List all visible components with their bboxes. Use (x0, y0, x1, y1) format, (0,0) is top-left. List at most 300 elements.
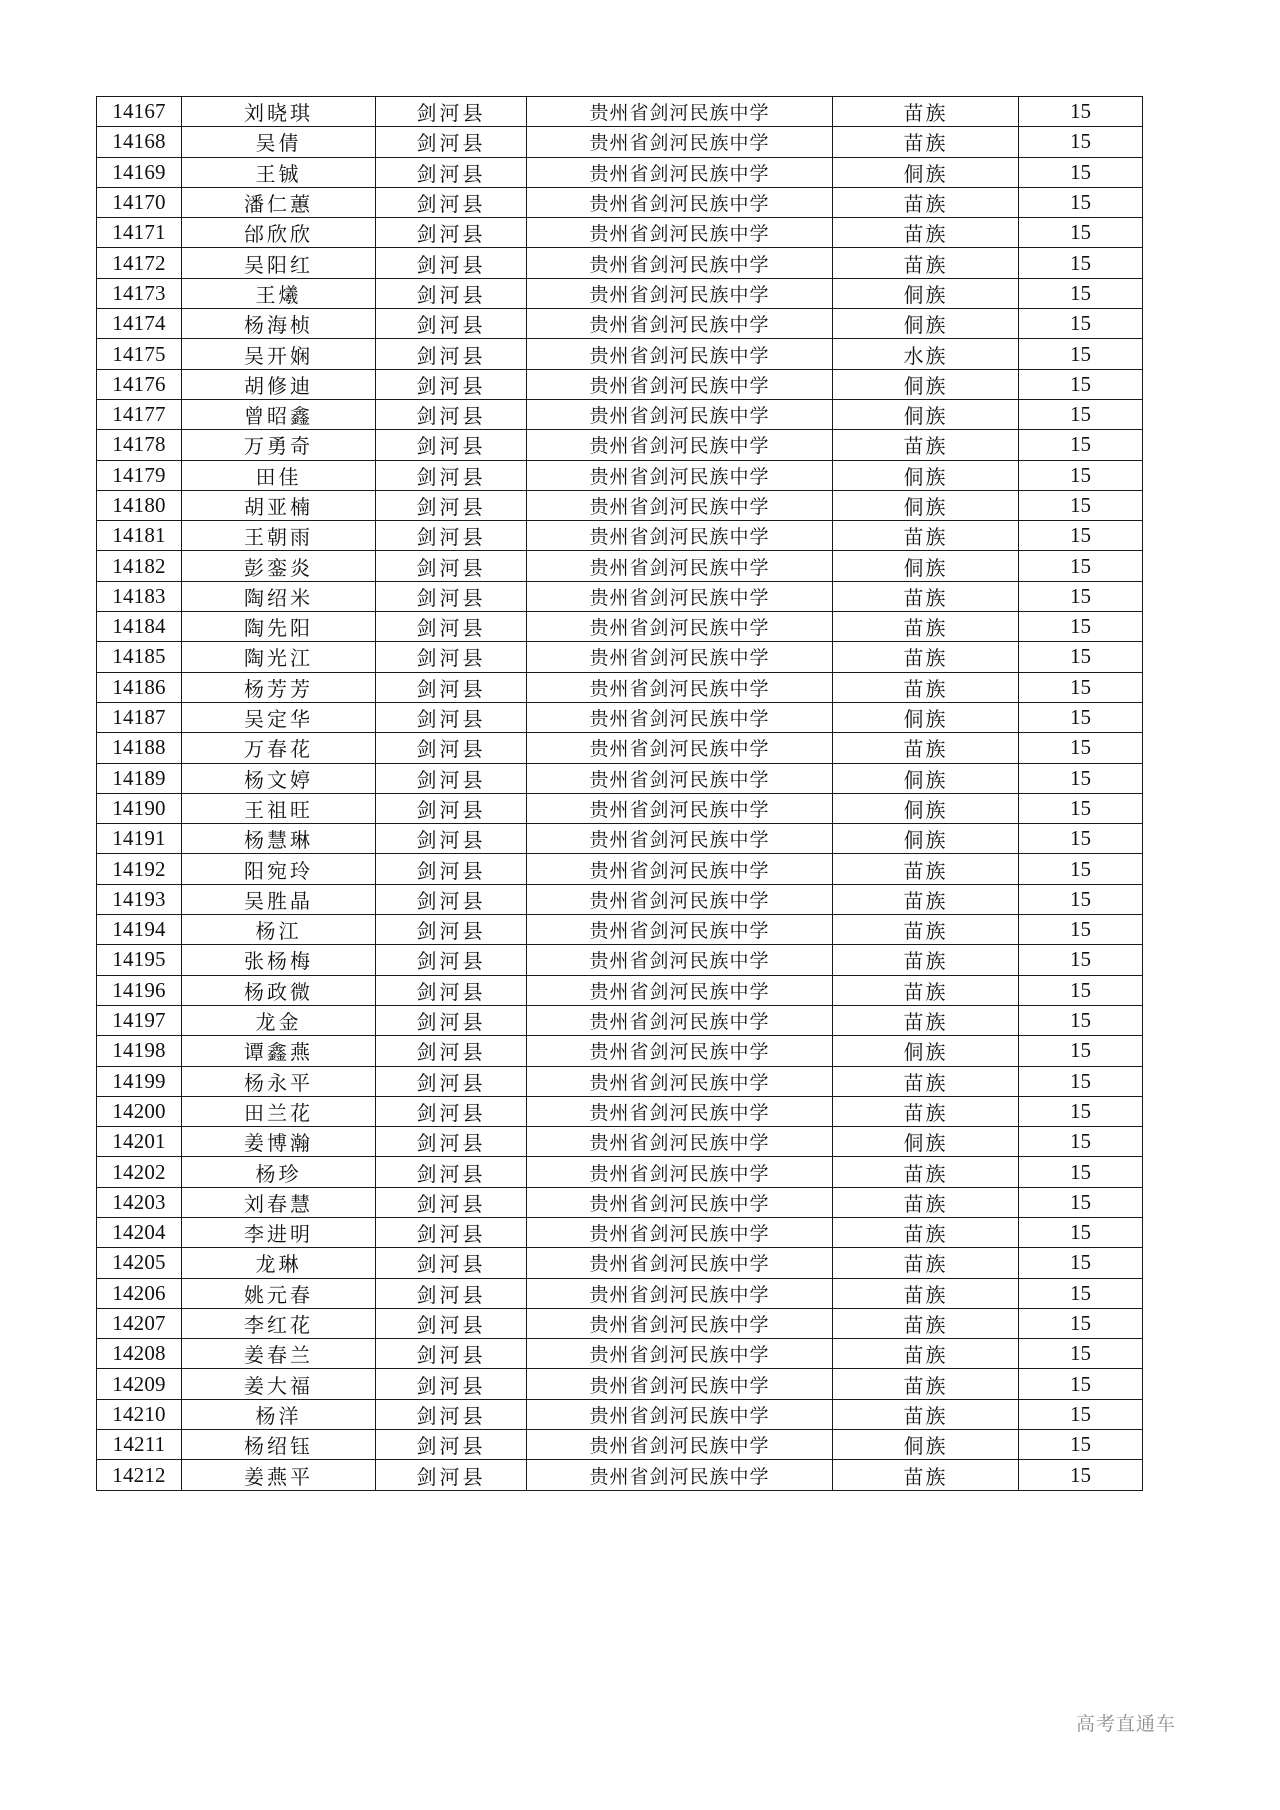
row-school: 贵州省剑河民族中学 (527, 309, 833, 339)
table-row (97, 127, 1143, 157)
row-school: 贵州省剑河民族中学 (527, 1036, 833, 1066)
row-id: 14189 (97, 763, 182, 793)
row-ethnicity: 苗族 (833, 945, 1019, 975)
row-county: 剑河县 (376, 1369, 527, 1399)
table-row (97, 854, 1143, 884)
row-county: 剑河县 (376, 97, 527, 127)
table-row (97, 642, 1143, 672)
row-county: 剑河县 (376, 945, 527, 975)
row-name: 万勇奇 (182, 430, 376, 460)
row-score: 15 (1019, 1399, 1143, 1429)
row-id: 14195 (97, 945, 182, 975)
row-name: 李进明 (182, 1217, 376, 1247)
row-name: 杨洋 (182, 1399, 376, 1429)
row-county: 剑河县 (376, 309, 527, 339)
row-ethnicity: 侗族 (833, 1127, 1019, 1157)
table-row (97, 369, 1143, 399)
table-row (97, 1217, 1143, 1247)
row-county: 剑河县 (376, 218, 527, 248)
row-school: 贵州省剑河民族中学 (527, 339, 833, 369)
row-score: 15 (1019, 218, 1143, 248)
row-school: 贵州省剑河民族中学 (527, 642, 833, 672)
row-id: 14171 (97, 218, 182, 248)
row-score: 15 (1019, 490, 1143, 520)
row-county: 剑河县 (376, 581, 527, 611)
row-name: 姜燕平 (182, 1460, 376, 1490)
row-name: 杨永平 (182, 1066, 376, 1096)
row-score: 15 (1019, 581, 1143, 611)
row-ethnicity: 侗族 (833, 460, 1019, 490)
row-county: 剑河县 (376, 854, 527, 884)
row-school: 贵州省剑河民族中学 (527, 218, 833, 248)
table-row (97, 1399, 1143, 1429)
row-county: 剑河县 (376, 157, 527, 187)
row-county: 剑河县 (376, 460, 527, 490)
row-ethnicity: 苗族 (833, 430, 1019, 460)
row-id: 14210 (97, 1399, 182, 1429)
table-row (97, 460, 1143, 490)
row-school: 贵州省剑河民族中学 (527, 490, 833, 520)
row-id: 14199 (97, 1066, 182, 1096)
row-county: 剑河县 (376, 763, 527, 793)
row-score: 15 (1019, 460, 1143, 490)
row-score: 15 (1019, 157, 1143, 187)
row-name: 阳宛玲 (182, 854, 376, 884)
row-county: 剑河县 (376, 1187, 527, 1217)
table-row (97, 1096, 1143, 1126)
table-row (97, 1127, 1143, 1157)
table-row (97, 1066, 1143, 1096)
row-id: 14188 (97, 733, 182, 763)
row-id: 14182 (97, 551, 182, 581)
roster-table-container (96, 96, 1142, 1491)
row-county: 剑河县 (376, 521, 527, 551)
table-row (97, 1308, 1143, 1338)
row-score: 15 (1019, 1339, 1143, 1369)
row-name: 万春花 (182, 733, 376, 763)
row-id: 14207 (97, 1308, 182, 1338)
row-school: 贵州省剑河民族中学 (527, 430, 833, 460)
row-school: 贵州省剑河民族中学 (527, 399, 833, 429)
row-county: 剑河县 (376, 278, 527, 308)
row-name: 刘春慧 (182, 1187, 376, 1217)
row-score: 15 (1019, 1460, 1143, 1490)
row-score: 15 (1019, 975, 1143, 1005)
row-id: 14173 (97, 278, 182, 308)
table-row (97, 1339, 1143, 1369)
row-ethnicity: 苗族 (833, 884, 1019, 914)
row-name: 邰欣欣 (182, 218, 376, 248)
table-row (97, 309, 1143, 339)
row-county: 剑河县 (376, 399, 527, 429)
row-name: 王铖 (182, 157, 376, 187)
row-name: 杨政微 (182, 975, 376, 1005)
row-score: 15 (1019, 399, 1143, 429)
row-ethnicity: 苗族 (833, 1005, 1019, 1035)
row-id: 14179 (97, 460, 182, 490)
row-name: 吴开娴 (182, 339, 376, 369)
row-school: 贵州省剑河民族中学 (527, 915, 833, 945)
row-score: 15 (1019, 1096, 1143, 1126)
row-id: 14170 (97, 187, 182, 217)
row-ethnicity: 侗族 (833, 369, 1019, 399)
row-name: 杨绍钰 (182, 1430, 376, 1460)
row-county: 剑河县 (376, 490, 527, 520)
row-ethnicity: 苗族 (833, 1187, 1019, 1217)
table-row (97, 218, 1143, 248)
row-school: 贵州省剑河民族中学 (527, 551, 833, 581)
row-score: 15 (1019, 1127, 1143, 1157)
row-score: 15 (1019, 733, 1143, 763)
row-county: 剑河县 (376, 1339, 527, 1369)
row-ethnicity: 苗族 (833, 733, 1019, 763)
row-ethnicity: 苗族 (833, 1157, 1019, 1187)
row-county: 剑河县 (376, 702, 527, 732)
row-name: 吴倩 (182, 127, 376, 157)
row-id: 14175 (97, 339, 182, 369)
row-name: 姜春兰 (182, 1339, 376, 1369)
row-school: 贵州省剑河民族中学 (527, 248, 833, 278)
row-school: 贵州省剑河民族中学 (527, 1430, 833, 1460)
row-id: 14169 (97, 157, 182, 187)
row-score: 15 (1019, 1308, 1143, 1338)
row-ethnicity: 苗族 (833, 1369, 1019, 1399)
row-score: 15 (1019, 824, 1143, 854)
row-school: 贵州省剑河民族中学 (527, 1005, 833, 1035)
row-name: 李红花 (182, 1308, 376, 1338)
row-ethnicity: 侗族 (833, 763, 1019, 793)
row-score: 15 (1019, 1278, 1143, 1308)
table-row (97, 884, 1143, 914)
table-row (97, 97, 1143, 127)
table-row (97, 824, 1143, 854)
row-score: 15 (1019, 854, 1143, 884)
row-school: 贵州省剑河民族中学 (527, 157, 833, 187)
row-id: 14174 (97, 309, 182, 339)
row-id: 14209 (97, 1369, 182, 1399)
row-school: 贵州省剑河民族中学 (527, 733, 833, 763)
row-id: 14168 (97, 127, 182, 157)
row-id: 14184 (97, 612, 182, 642)
row-school: 贵州省剑河民族中学 (527, 1127, 833, 1157)
row-county: 剑河县 (376, 248, 527, 278)
row-name: 姜博瀚 (182, 1127, 376, 1157)
row-score: 15 (1019, 612, 1143, 642)
candidate-roster-table (96, 96, 1143, 1491)
table-row (97, 581, 1143, 611)
row-id: 14192 (97, 854, 182, 884)
row-score: 15 (1019, 1430, 1143, 1460)
row-name: 姚元春 (182, 1278, 376, 1308)
row-id: 14186 (97, 672, 182, 702)
table-row (97, 763, 1143, 793)
row-ethnicity: 侗族 (833, 157, 1019, 187)
row-school: 贵州省剑河民族中学 (527, 278, 833, 308)
row-score: 15 (1019, 187, 1143, 217)
table-row (97, 1278, 1143, 1308)
table-row (97, 975, 1143, 1005)
row-ethnicity: 苗族 (833, 1308, 1019, 1338)
row-ethnicity: 侗族 (833, 490, 1019, 520)
row-school: 贵州省剑河民族中学 (527, 612, 833, 642)
row-ethnicity: 侗族 (833, 278, 1019, 308)
table-row (97, 1036, 1143, 1066)
row-name: 刘晓琪 (182, 97, 376, 127)
row-county: 剑河县 (376, 672, 527, 702)
row-school: 贵州省剑河民族中学 (527, 1248, 833, 1278)
row-county: 剑河县 (376, 187, 527, 217)
row-id: 14198 (97, 1036, 182, 1066)
row-score: 15 (1019, 248, 1143, 278)
row-id: 14180 (97, 490, 182, 520)
row-id: 14181 (97, 521, 182, 551)
row-id: 14203 (97, 1187, 182, 1217)
row-ethnicity: 苗族 (833, 1399, 1019, 1429)
row-id: 14201 (97, 1127, 182, 1157)
row-id: 14177 (97, 399, 182, 429)
table-row (97, 793, 1143, 823)
row-county: 剑河县 (376, 369, 527, 399)
row-school: 贵州省剑河民族中学 (527, 127, 833, 157)
row-name: 张杨梅 (182, 945, 376, 975)
row-id: 14196 (97, 975, 182, 1005)
row-ethnicity: 苗族 (833, 521, 1019, 551)
row-ethnicity: 苗族 (833, 1096, 1019, 1126)
row-ethnicity: 侗族 (833, 824, 1019, 854)
table-row (97, 278, 1143, 308)
row-name: 杨海桢 (182, 309, 376, 339)
row-ethnicity: 侗族 (833, 702, 1019, 732)
row-school: 贵州省剑河民族中学 (527, 187, 833, 217)
row-school: 贵州省剑河民族中学 (527, 1187, 833, 1217)
row-county: 剑河县 (376, 1036, 527, 1066)
row-county: 剑河县 (376, 793, 527, 823)
table-row (97, 1430, 1143, 1460)
row-school: 贵州省剑河民族中学 (527, 1399, 833, 1429)
row-id: 14167 (97, 97, 182, 127)
table-row (97, 672, 1143, 702)
row-score: 15 (1019, 1157, 1143, 1187)
row-county: 剑河县 (376, 1066, 527, 1096)
row-ethnicity: 水族 (833, 339, 1019, 369)
row-name: 曾昭鑫 (182, 399, 376, 429)
row-score: 15 (1019, 763, 1143, 793)
row-name: 杨芳芳 (182, 672, 376, 702)
row-id: 14194 (97, 915, 182, 945)
table-row (97, 157, 1143, 187)
row-id: 14193 (97, 884, 182, 914)
table-row (97, 1460, 1143, 1490)
row-county: 剑河县 (376, 1248, 527, 1278)
table-row (97, 551, 1143, 581)
table-row (97, 521, 1143, 551)
row-score: 15 (1019, 521, 1143, 551)
row-school: 贵州省剑河民族中学 (527, 824, 833, 854)
row-id: 14185 (97, 642, 182, 672)
row-score: 15 (1019, 369, 1143, 399)
row-name: 吴定华 (182, 702, 376, 732)
row-school: 贵州省剑河民族中学 (527, 1217, 833, 1247)
row-school: 贵州省剑河民族中学 (527, 763, 833, 793)
row-score: 15 (1019, 642, 1143, 672)
table-row (97, 1157, 1143, 1187)
row-score: 15 (1019, 1248, 1143, 1278)
row-ethnicity: 侗族 (833, 309, 1019, 339)
row-id: 14176 (97, 369, 182, 399)
row-score: 15 (1019, 884, 1143, 914)
row-ethnicity: 苗族 (833, 672, 1019, 702)
row-school: 贵州省剑河民族中学 (527, 97, 833, 127)
table-row (97, 339, 1143, 369)
row-name: 潘仁蕙 (182, 187, 376, 217)
row-score: 15 (1019, 793, 1143, 823)
row-ethnicity: 苗族 (833, 1339, 1019, 1369)
row-name: 陶绍米 (182, 581, 376, 611)
table-row (97, 248, 1143, 278)
row-name: 陶光江 (182, 642, 376, 672)
row-score: 15 (1019, 97, 1143, 127)
row-county: 剑河县 (376, 551, 527, 581)
row-name: 胡亚楠 (182, 490, 376, 520)
row-name: 王爔 (182, 278, 376, 308)
row-county: 剑河县 (376, 1005, 527, 1035)
row-county: 剑河县 (376, 339, 527, 369)
row-id: 14202 (97, 1157, 182, 1187)
row-id: 14178 (97, 430, 182, 460)
row-county: 剑河县 (376, 642, 527, 672)
row-score: 15 (1019, 945, 1143, 975)
row-name: 杨江 (182, 915, 376, 945)
row-school: 贵州省剑河民族中学 (527, 1339, 833, 1369)
row-county: 剑河县 (376, 975, 527, 1005)
row-name: 田兰花 (182, 1096, 376, 1126)
row-school: 贵州省剑河民族中学 (527, 945, 833, 975)
row-name: 彭銮炎 (182, 551, 376, 581)
row-score: 15 (1019, 1066, 1143, 1096)
row-score: 15 (1019, 672, 1143, 702)
row-school: 贵州省剑河民族中学 (527, 884, 833, 914)
row-county: 剑河县 (376, 733, 527, 763)
row-county: 剑河县 (376, 1127, 527, 1157)
row-ethnicity: 苗族 (833, 127, 1019, 157)
row-ethnicity: 苗族 (833, 1460, 1019, 1490)
row-score: 15 (1019, 551, 1143, 581)
row-id: 14197 (97, 1005, 182, 1035)
row-ethnicity: 苗族 (833, 1217, 1019, 1247)
row-score: 15 (1019, 1036, 1143, 1066)
row-score: 15 (1019, 915, 1143, 945)
table-row (97, 1369, 1143, 1399)
row-name: 杨慧琳 (182, 824, 376, 854)
row-school: 贵州省剑河民族中学 (527, 672, 833, 702)
row-county: 剑河县 (376, 824, 527, 854)
row-name: 陶先阳 (182, 612, 376, 642)
row-school: 贵州省剑河民族中学 (527, 460, 833, 490)
row-name: 王朝雨 (182, 521, 376, 551)
table-row (97, 430, 1143, 460)
row-county: 剑河县 (376, 1430, 527, 1460)
table-row (97, 733, 1143, 763)
table-row (97, 490, 1143, 520)
row-county: 剑河县 (376, 1399, 527, 1429)
row-school: 贵州省剑河民族中学 (527, 521, 833, 551)
watermark-text: 高考直通车 (1075, 1713, 1176, 1735)
row-county: 剑河县 (376, 127, 527, 157)
row-county: 剑河县 (376, 1278, 527, 1308)
row-school: 贵州省剑河民族中学 (527, 1066, 833, 1096)
row-school: 贵州省剑河民族中学 (527, 793, 833, 823)
row-id: 14204 (97, 1217, 182, 1247)
row-score: 15 (1019, 127, 1143, 157)
row-score: 15 (1019, 278, 1143, 308)
row-county: 剑河县 (376, 1460, 527, 1490)
row-ethnicity: 苗族 (833, 1066, 1019, 1096)
row-ethnicity: 侗族 (833, 793, 1019, 823)
row-score: 15 (1019, 1187, 1143, 1217)
row-county: 剑河县 (376, 1157, 527, 1187)
table-row (97, 1005, 1143, 1035)
row-ethnicity: 苗族 (833, 581, 1019, 611)
row-id: 14208 (97, 1339, 182, 1369)
row-score: 15 (1019, 702, 1143, 732)
table-row (97, 399, 1143, 429)
row-name: 谭鑫燕 (182, 1036, 376, 1066)
row-school: 贵州省剑河民族中学 (527, 1460, 833, 1490)
row-county: 剑河县 (376, 612, 527, 642)
row-school: 贵州省剑河民族中学 (527, 975, 833, 1005)
row-score: 15 (1019, 430, 1143, 460)
roster-table-body (97, 97, 1143, 1491)
row-score: 15 (1019, 1369, 1143, 1399)
row-ethnicity: 苗族 (833, 248, 1019, 278)
row-ethnicity: 苗族 (833, 612, 1019, 642)
row-id: 14200 (97, 1096, 182, 1126)
row-ethnicity: 侗族 (833, 1036, 1019, 1066)
row-ethnicity: 苗族 (833, 1248, 1019, 1278)
row-ethnicity: 苗族 (833, 854, 1019, 884)
row-id: 14172 (97, 248, 182, 278)
row-school: 贵州省剑河民族中学 (527, 1278, 833, 1308)
row-school: 贵州省剑河民族中学 (527, 702, 833, 732)
table-row (97, 1187, 1143, 1217)
row-name: 杨珍 (182, 1157, 376, 1187)
row-id: 14183 (97, 581, 182, 611)
row-county: 剑河县 (376, 884, 527, 914)
table-row (97, 187, 1143, 217)
row-ethnicity: 苗族 (833, 1278, 1019, 1308)
row-school: 贵州省剑河民族中学 (527, 581, 833, 611)
row-ethnicity: 苗族 (833, 97, 1019, 127)
row-school: 贵州省剑河民族中学 (527, 1308, 833, 1338)
row-ethnicity: 苗族 (833, 218, 1019, 248)
row-id: 14190 (97, 793, 182, 823)
row-name: 杨文婷 (182, 763, 376, 793)
table-row (97, 612, 1143, 642)
row-school: 贵州省剑河民族中学 (527, 369, 833, 399)
row-name: 姜大福 (182, 1369, 376, 1399)
row-name: 吴阳红 (182, 248, 376, 278)
row-name: 吴胜晶 (182, 884, 376, 914)
row-id: 14205 (97, 1248, 182, 1278)
row-ethnicity: 侗族 (833, 1430, 1019, 1460)
table-row (97, 915, 1143, 945)
row-school: 贵州省剑河民族中学 (527, 854, 833, 884)
row-school: 贵州省剑河民族中学 (527, 1369, 833, 1399)
table-row (97, 702, 1143, 732)
row-ethnicity: 苗族 (833, 975, 1019, 1005)
row-ethnicity: 苗族 (833, 642, 1019, 672)
row-county: 剑河县 (376, 1217, 527, 1247)
